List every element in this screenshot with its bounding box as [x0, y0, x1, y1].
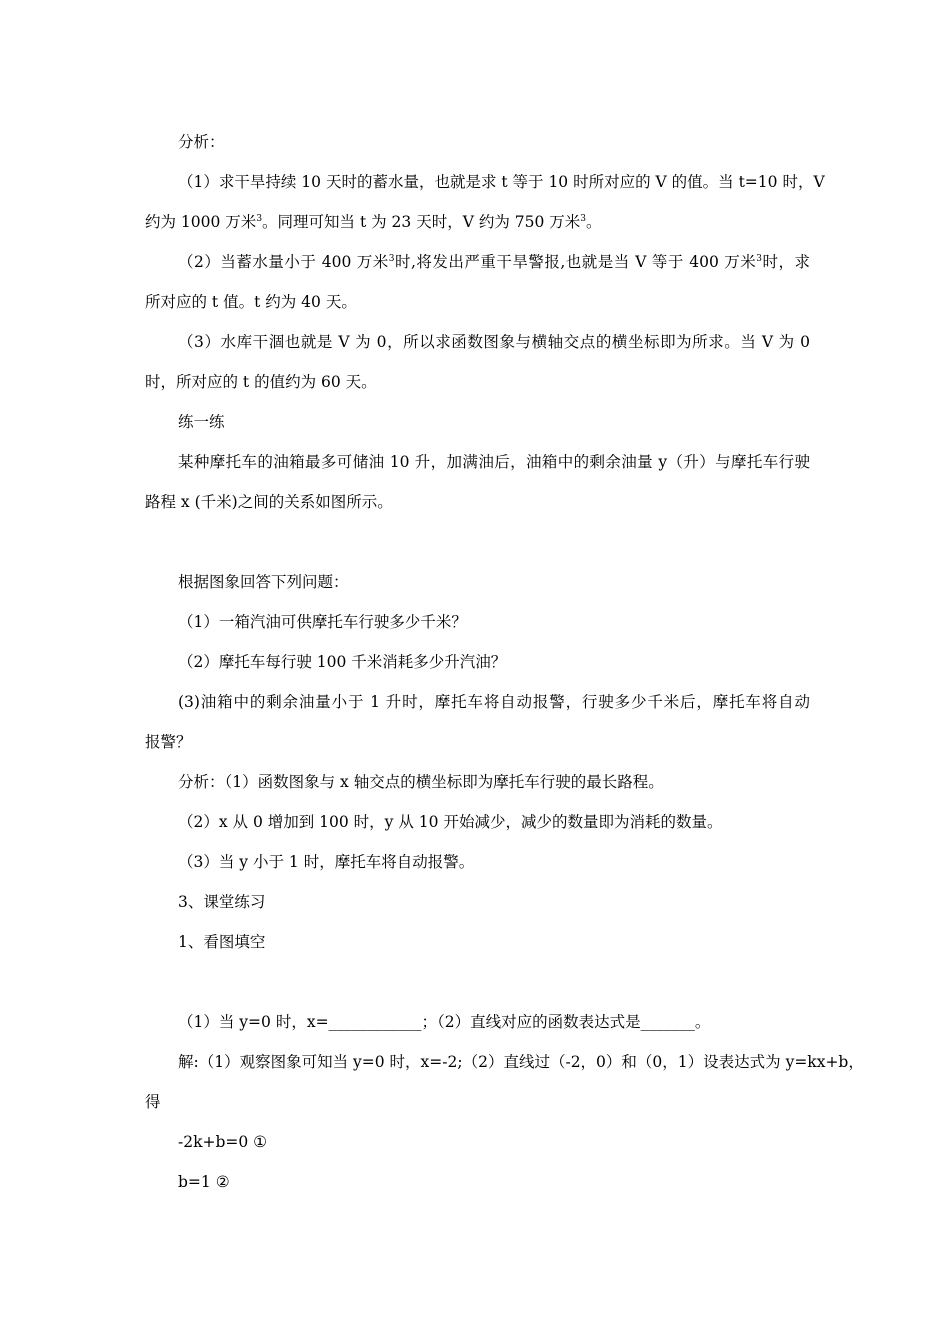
- practice-line1: 某种摩托车的油箱最多可储油 10 升，加满油后，油箱中的剩余油量 y（升）与摩托车行驶: [178, 453, 810, 471]
- heading-analysis: 分析：: [178, 133, 225, 151]
- para3-line2: 时，所对应的 t 的值约为 60 天。: [145, 373, 377, 391]
- exercise-1-title: 1、看图填空: [178, 933, 266, 951]
- question-1: （1）一箱汽油可供摩托车行驶多少千米？: [178, 613, 467, 631]
- para1-line2-part-a: 约为 1000 万米: [145, 213, 257, 231]
- para2-line1-part-c: 时，求: [762, 253, 810, 271]
- fill-in-question: （1）当 y=0 时，x=____________；（2）直线对应的函数表达式是_______。: [178, 1013, 711, 1031]
- para1-line2-part-b: 。同理可知当 t 为 23 天时，V 约为 750 万米: [262, 213, 581, 231]
- superscript-3: 3: [256, 214, 263, 224]
- superscript-3: 3: [388, 254, 395, 264]
- para2-line1-part-a: （2）当蓄水量小于 400 万米: [178, 253, 389, 271]
- equation-1: -2k+b=0 ①: [178, 1133, 268, 1151]
- answer-prompt: 根据图象回答下列问题：: [178, 573, 349, 591]
- analysis-1: 分析：（1）函数图象与 x 轴交点的横坐标即为摩托车行驶的最长路程。: [178, 773, 664, 791]
- practice-line2: 路程 x (千米)之间的关系如图所示。: [145, 493, 393, 511]
- analysis-3: （3）当 y 小于 1 时，摩托车将自动报警。: [178, 853, 475, 871]
- solution-line2: 得: [145, 1093, 161, 1111]
- question-2: （2）摩托车每行驶 100 千米消耗多少升汽油？: [178, 653, 507, 671]
- question-3-line1: (3)油箱中的剩余油量小于 1 升时，摩托车将自动报警，行驶多少千米后，摩托车将自动: [178, 693, 810, 711]
- para2-line1: [178, 252, 810, 272]
- question-3-line2: 报警？: [145, 733, 192, 751]
- superscript-3: 3: [580, 214, 587, 224]
- para1-line1: （1）求干旱持续 10 天时的蓄水量，也就是求 t 等于 10 时所对应的 V 的值。当 t=10 时，V: [178, 173, 825, 191]
- para2-line2: 所对应的 t 值。t 约为 40 天。: [145, 293, 357, 311]
- equation-2: b=1 ②: [178, 1173, 230, 1191]
- section-3-title: 3、课堂练习: [178, 893, 266, 911]
- superscript-3: 3: [756, 254, 762, 264]
- para1-line2-part-c: 。: [586, 213, 602, 231]
- analysis-2: （2）x 从 0 增加到 100 时，y 从 10 开始减少，减少的数量即为消耗的数量。: [178, 813, 723, 831]
- para3-line1: （3）水库干涸也就是 V 为 0，所以求函数图象与横轴交点的横坐标即为所求。当 V 为 0: [178, 333, 810, 351]
- para1-line2: [145, 212, 810, 232]
- practice-title: 练一练: [178, 413, 225, 431]
- para2-line1-part-b: 时,将发出严重干旱警报,也就是当 V 等于 400 万米: [394, 253, 757, 271]
- solution-line1: 解:（1）观察图象可知当 y=0 时，x=-2;（2）直线过（-2，0）和（0，1）设表达式为 y=kx+b，: [178, 1053, 864, 1071]
